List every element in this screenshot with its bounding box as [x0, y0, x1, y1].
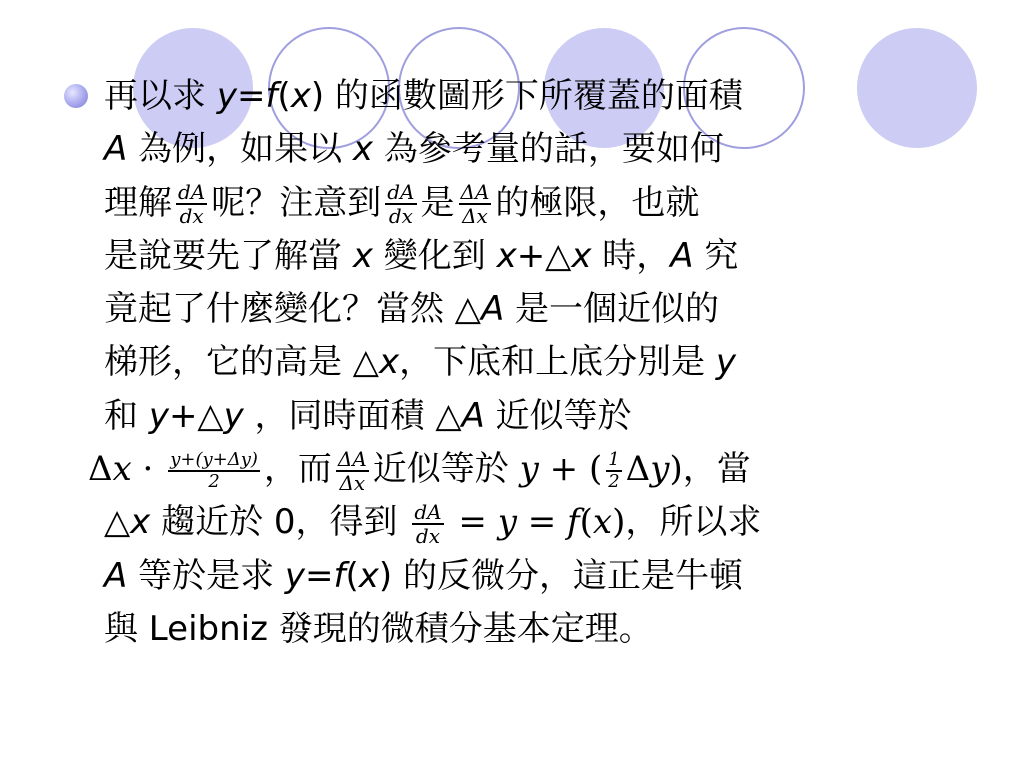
text-segment: ) — [669, 449, 683, 490]
text-segment: y — [715, 342, 737, 383]
text-line — [104, 283, 934, 336]
text-segment: ，下底和上底分別是 — [399, 342, 716, 383]
math-fraction — [176, 180, 207, 229]
fraction-numerator: 1 — [608, 448, 620, 470]
text-segment: 呢？注意到 — [211, 182, 382, 223]
text-segment: ( — [588, 449, 603, 490]
text-segment: x — [378, 342, 400, 383]
fraction-numerator: dA — [414, 499, 442, 524]
text-segment: ，當 — [682, 449, 751, 490]
text-segment: +△ — [516, 235, 572, 276]
text-segment: 趨近於 0，得到 — [150, 502, 409, 543]
text-segment: y — [497, 502, 517, 543]
fraction-denominator: 2 — [608, 470, 620, 492]
text-segment: A — [461, 395, 485, 436]
text-segment: 等於是求 — [127, 555, 285, 596]
math-fraction — [168, 448, 260, 492]
text-segment: y — [216, 76, 237, 116]
text-segment: A — [104, 555, 128, 596]
text-segment: x — [496, 235, 517, 276]
text-segment: y — [223, 395, 244, 436]
math-fraction — [459, 180, 492, 229]
text-segment: f — [567, 502, 580, 543]
text-segment: ，所以求 — [625, 502, 762, 543]
text-line — [104, 336, 934, 389]
text-segment: ( — [579, 502, 593, 543]
text-segment: A — [480, 289, 505, 330]
text-segment: y — [650, 449, 670, 490]
fraction-numerator: dA — [178, 180, 206, 205]
text-segment: 為參考量的話，要如何 — [373, 129, 724, 170]
text-segment: ) — [612, 502, 626, 543]
fraction-denominator: Δx — [339, 470, 366, 495]
text-line — [104, 550, 934, 603]
text-segment: x — [571, 235, 592, 276]
text-line — [104, 390, 934, 443]
text-segment: x — [358, 555, 379, 596]
text-segment: · — [131, 449, 165, 490]
fraction-numerator: y+(y+Δy) — [170, 448, 258, 470]
text-segment: 是說要先了解當 — [104, 235, 353, 276]
fraction-denominator: Δx — [462, 204, 488, 229]
text-segment: f — [333, 555, 346, 596]
text-segment: 是 — [420, 182, 455, 223]
text-line — [104, 177, 934, 230]
text-segment: Δ — [88, 449, 113, 490]
text-segment: 的極限，也就 — [495, 182, 700, 223]
text-segment: x — [130, 502, 151, 543]
text-segment: 竟起了什麼變化？當然 △ — [104, 289, 481, 330]
text-segment: ) 的反微分，這正是牛頓 — [378, 555, 743, 596]
fraction-denominator: dx — [415, 523, 441, 548]
text-segment: +△ — [168, 395, 224, 436]
math-fraction — [336, 446, 369, 495]
text-segment: x — [290, 76, 311, 116]
text-segment: 變化到 — [372, 235, 497, 276]
slide-body-text — [88, 70, 934, 656]
text-segment: 時， — [591, 235, 671, 276]
text-segment: 與 Leibniz 發現的微積分基本定理。 — [104, 608, 653, 649]
math-fraction — [606, 448, 621, 492]
text-segment: A — [670, 235, 694, 276]
text-segment: = — [236, 76, 266, 116]
text-segment: 近似等於 — [484, 395, 632, 436]
text-line — [104, 230, 934, 283]
text-segment: △ — [104, 502, 131, 543]
text-segment: y — [519, 449, 539, 490]
text-segment: Δ — [625, 449, 651, 490]
fraction-numerator: ΔA — [460, 180, 490, 205]
text-segment: x — [592, 502, 613, 543]
text-segment: f — [265, 76, 278, 116]
fraction-numerator: ΔA — [337, 446, 367, 471]
text-segment: 究 — [693, 235, 739, 276]
text-segment: 和 — [104, 395, 149, 436]
text-line — [104, 603, 934, 656]
text-line — [104, 70, 934, 123]
text-segment: + — [538, 449, 589, 490]
math-fraction — [412, 499, 443, 548]
fraction-denominator: dx — [388, 204, 413, 229]
text-segment: x — [352, 235, 373, 276]
text-segment: ，同時面積 △ — [243, 395, 462, 436]
text-segment: y — [148, 395, 169, 436]
text-segment: ( — [277, 76, 291, 116]
text-line — [104, 496, 934, 549]
text-segment: 梯形，它的高是 △ — [104, 342, 379, 383]
text-segment: ( — [345, 555, 359, 596]
text-segment: 近似等於 — [372, 449, 520, 490]
fraction-denominator: 2 — [208, 470, 220, 492]
fraction-numerator: dA — [387, 180, 415, 205]
text-segment: = — [516, 502, 568, 543]
math-fraction — [385, 180, 416, 229]
text-segment: 是一個近似的 — [504, 289, 720, 330]
text-segment: x — [352, 129, 374, 170]
text-segment: = — [305, 555, 334, 596]
text-line — [104, 123, 934, 176]
text-segment: = — [447, 502, 498, 543]
text-segment: A — [104, 129, 128, 170]
text-segment: ，而 — [263, 449, 332, 490]
text-segment: ) 的函數圖形下所覆蓋的面積 — [310, 76, 743, 116]
text-segment: x — [112, 449, 132, 490]
text-segment: 再以求 — [104, 76, 217, 116]
text-segment: 為例，如果以 — [127, 129, 353, 170]
text-segment: y — [284, 555, 306, 596]
bullet-circle-icon — [64, 84, 88, 108]
fraction-denominator: dx — [179, 204, 204, 229]
text-line — [88, 443, 934, 496]
text-segment: 理解 — [104, 182, 172, 223]
